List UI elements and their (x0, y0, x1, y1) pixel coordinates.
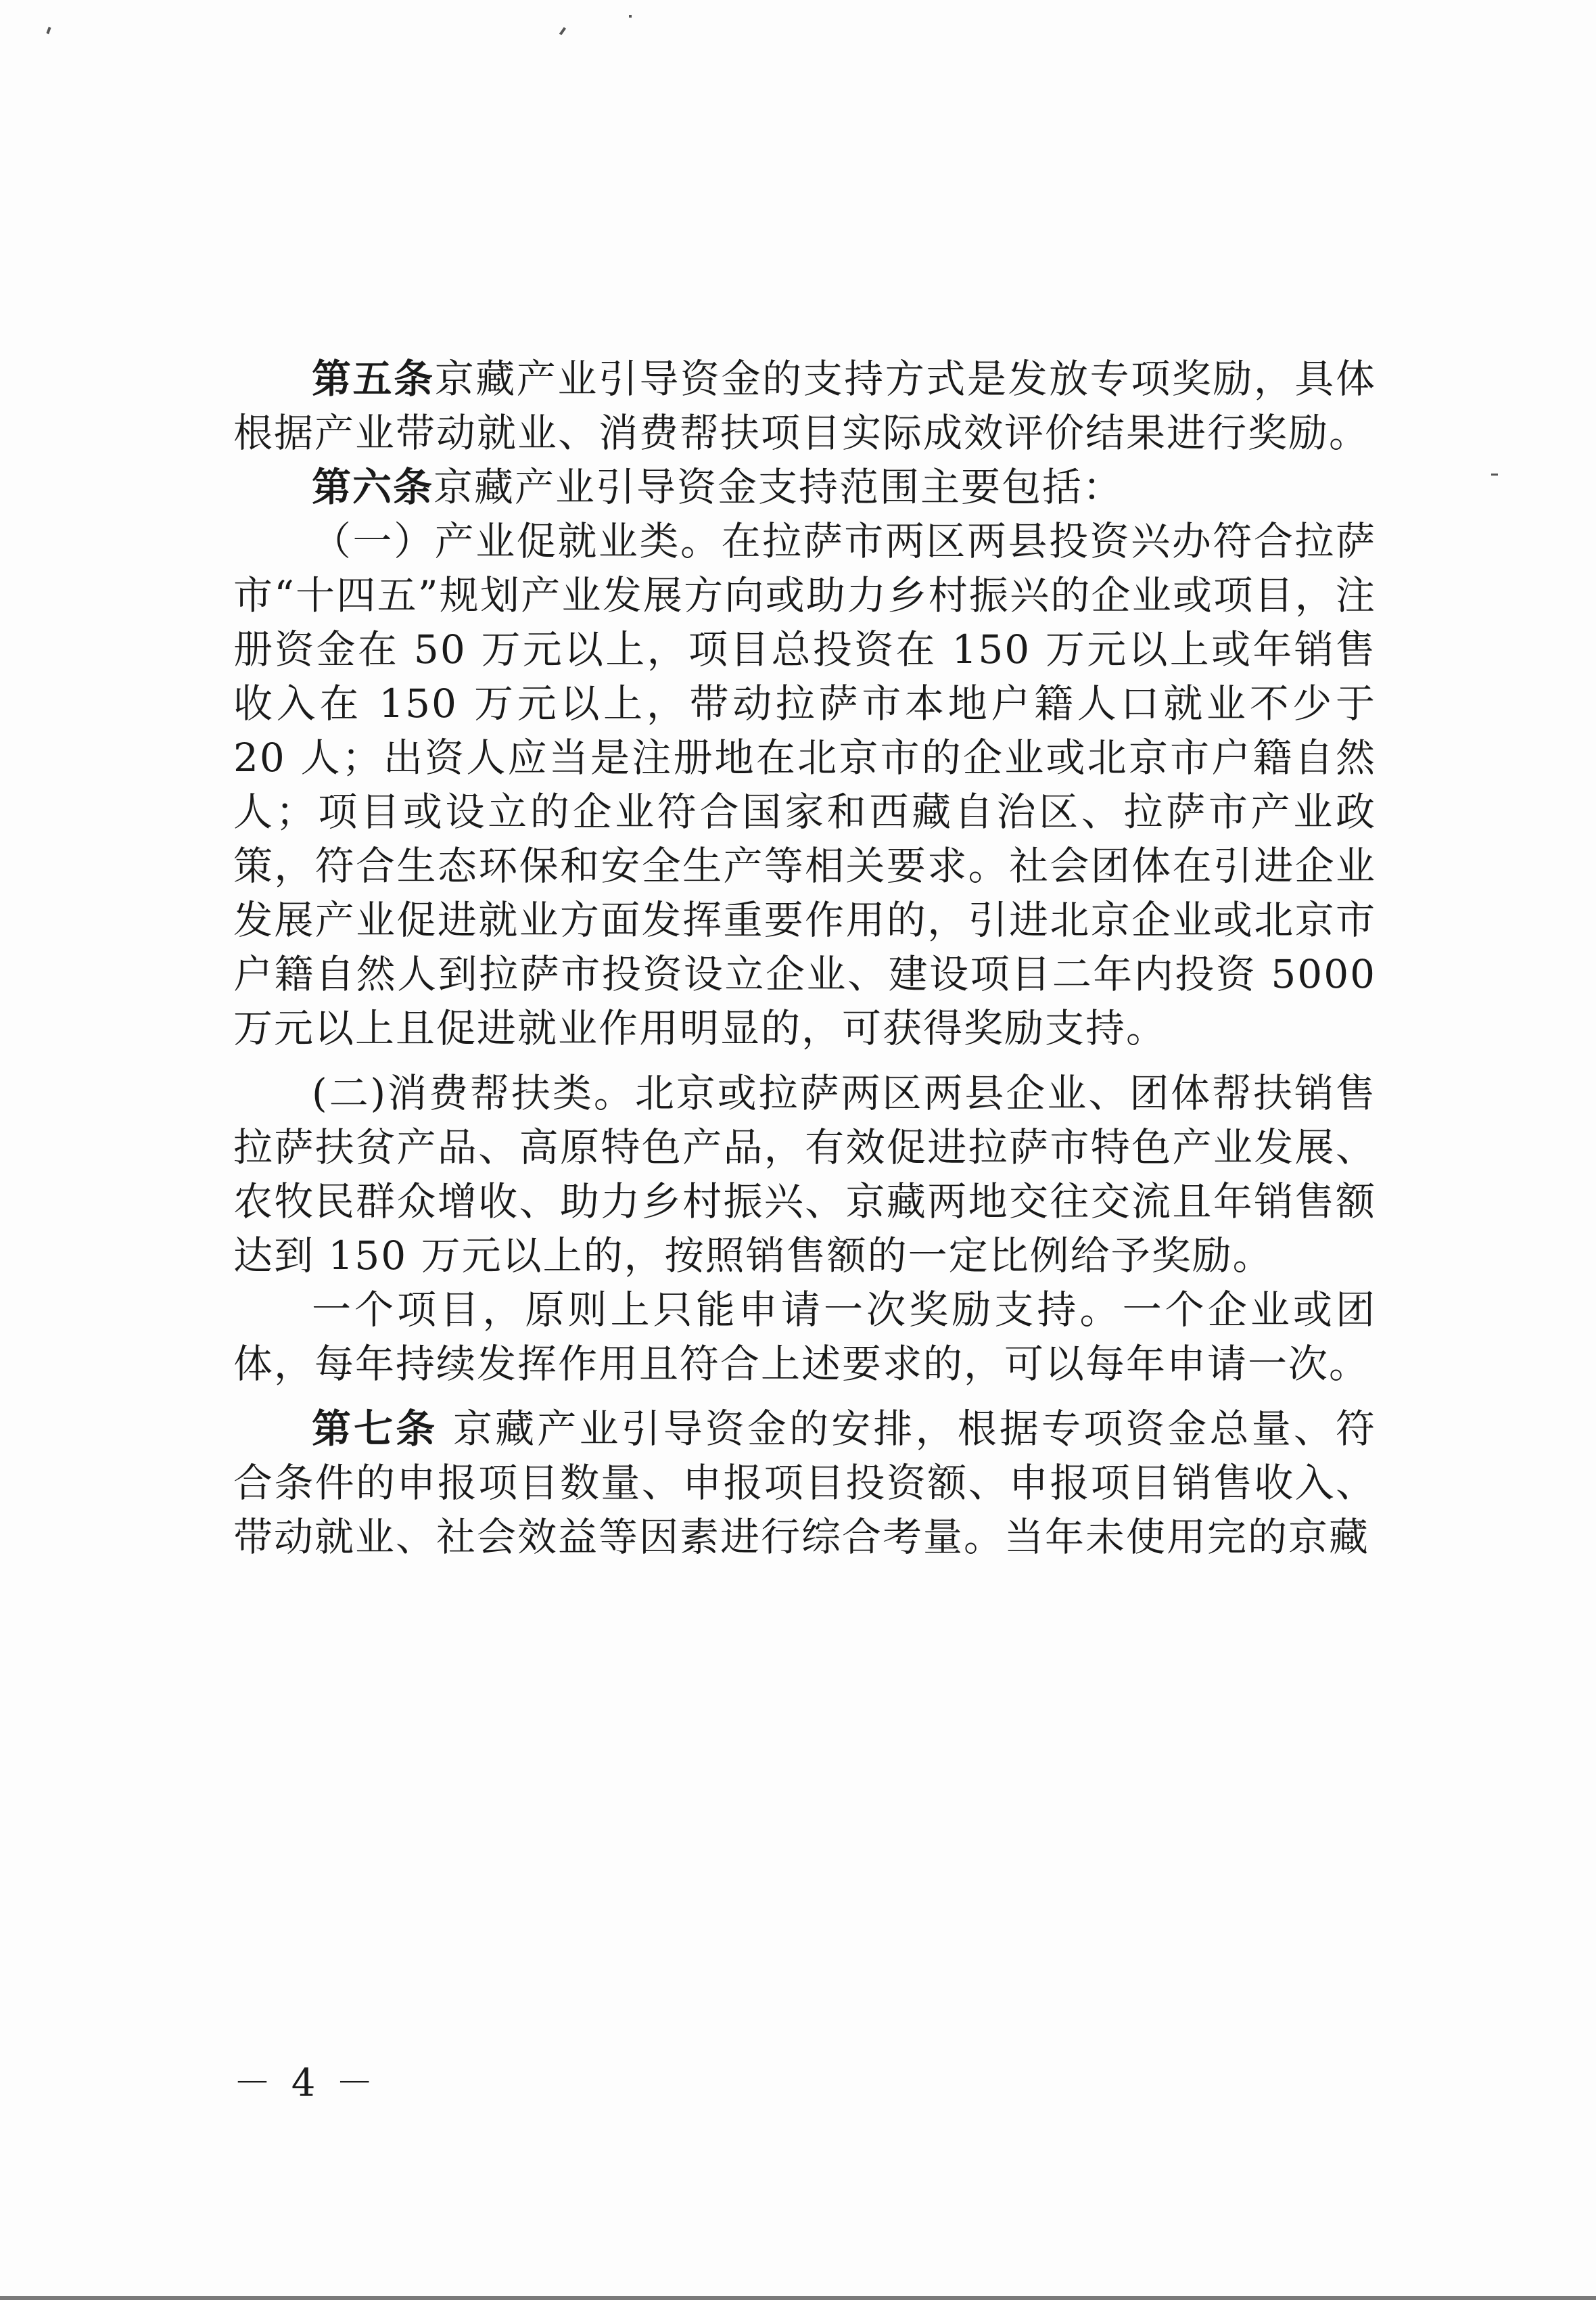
item-1-paragraph (233, 514, 1376, 1055)
article-6-paragraph (233, 460, 1376, 514)
document-body (233, 352, 1376, 1564)
article-5-paragraph (233, 352, 1376, 460)
scan-speck (559, 27, 566, 35)
article-7-text: 京藏产业引导资金的安排，根据专项资金总量、符合条件的申报项目数量、申报项目投资额、申报项目销售收入、带动就业、社会效益等因素进行综合考量。当年未使用完的京藏 (233, 1406, 1376, 1560)
note-text: 一个项目，原则上只能申请一次奖励支持。一个企业或团体，每年持续发挥作用且符合上述要求的，可以每年申请一次。 (233, 1287, 1376, 1387)
scan-bottom-edge (0, 2296, 1596, 2300)
item-2-text: (二)消费帮扶类。北京或拉萨两区两县企业、团体帮扶销售拉萨扶贫产品、高原特色产品，有效促进拉萨市特色产业发展、农牧民群众增收、助力乡村振兴、京藏两地交往交流且年销售额达到 150 万元以上的，按照销售额的一定比例给予奖励。 (233, 1070, 1376, 1279)
article-5-heading: 第五条 (312, 356, 435, 402)
note-paragraph (233, 1283, 1376, 1391)
article-7-paragraph (233, 1402, 1376, 1564)
scan-speck (1491, 474, 1498, 476)
article-6-text: 京藏产业引导资金支持范围主要包括： (433, 464, 1124, 510)
scan-speck (46, 27, 51, 34)
article-5-text: 京藏产业引导资金的支持方式是发放专项奖励，具体根据产业带动就业、消费帮扶项目实际成效评价结果进行奖励。 (233, 356, 1376, 456)
scan-speck (629, 15, 632, 18)
item-2-paragraph (233, 1066, 1376, 1283)
item-1-text: （一）产业促就业类。在拉萨市两区两县投资兴办符合拉萨市“十四五”规划产业发展方向或助力乡村振兴的企业或项目，注册资金在 50 万元以上，项目总投资在 150 万元以上或年销售收入在 150 万元以上，带动拉萨市本地户籍人口就业不少于 20 人；出资人应当是注册地在北京市的企业或北京市户籍自然人；项目或设立的企业符合国家和西藏自治区、拉萨市产业政策，符合生态环保和安全生产等相关要求。社会团体在引进企业发展产业促进就业方面发挥重要作用的，引进北京企业或北京市户籍自然人到拉萨市投资设立企业、建设项目二年内投资 5000 万元以上且促进就业作用明显的，可获得奖励支持。 (233, 518, 1376, 1051)
page-number: － 4 － (233, 2061, 378, 2105)
article-6-heading: 第六条 (312, 464, 434, 510)
article-7-heading: 第七条 (312, 1406, 438, 1452)
